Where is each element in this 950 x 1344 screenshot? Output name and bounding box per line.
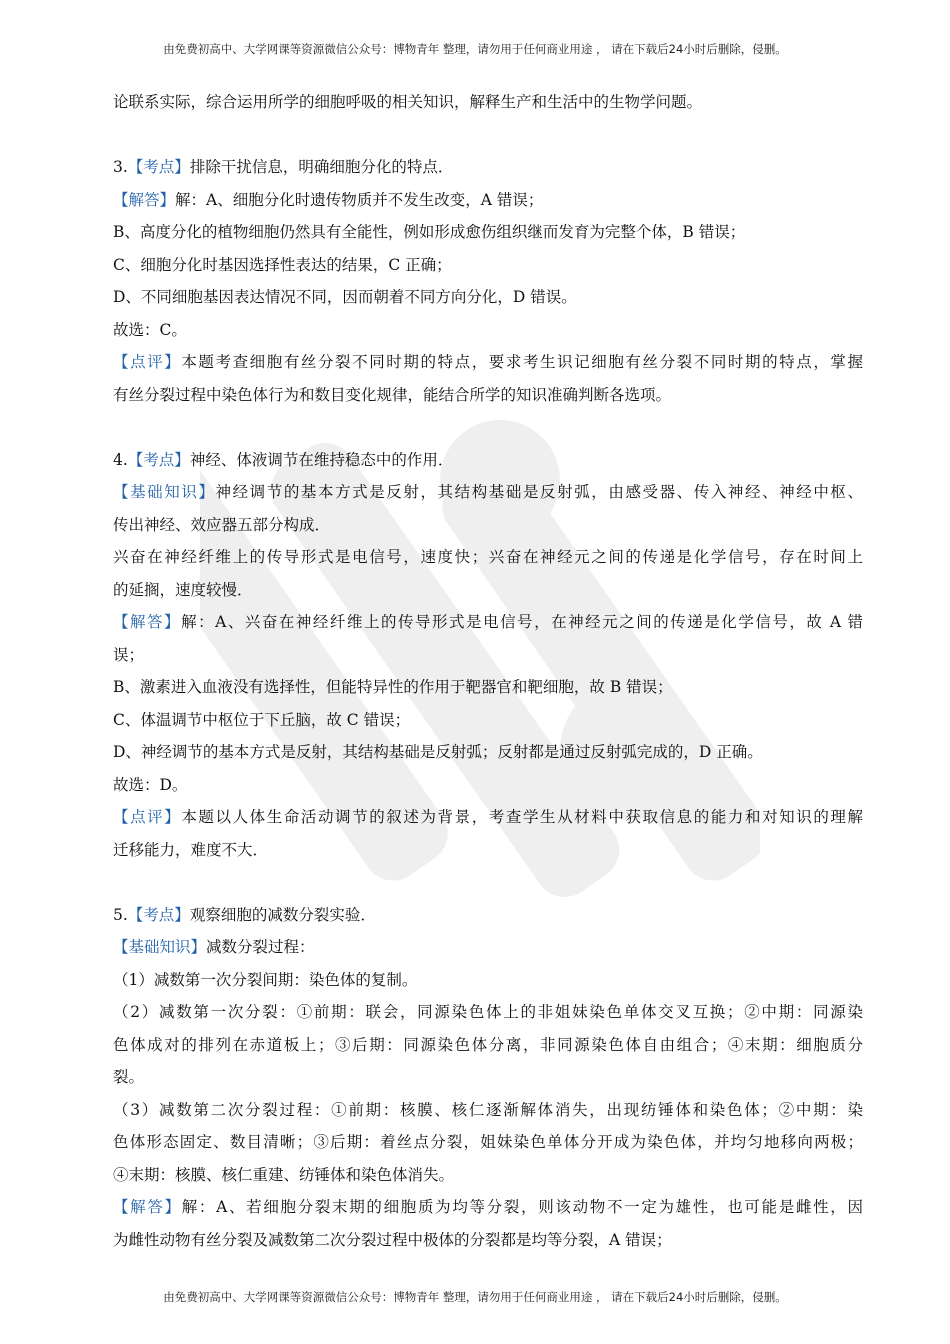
q3-dianping-text-1: 本题考查细胞有丝分裂不同时期的特点，要求考生识记细胞有丝分裂不同时期的特点，掌握 xyxy=(181,353,863,371)
q4-jichu-tag: 【基础知识】 xyxy=(113,483,216,501)
q4-option-b: B、激素进入血液没有选择性，但能特异性的作用于靶器官和靶细胞，故 B 错误； xyxy=(113,678,673,696)
document-body xyxy=(113,86,863,1256)
q3-option-d: D、不同细胞基因表达情况不同，因而朝着不同方向分化，D 错误。 xyxy=(113,288,577,306)
q4-option-c: C、体温调节中枢位于下丘脑，故 C 错误； xyxy=(113,710,411,729)
q5-jieda-tag: 【解答】 xyxy=(113,1198,182,1216)
q4-kaodian-tag: 【考点】 xyxy=(127,450,190,469)
q5-step-1: （1）减数第一次分裂间期：染色体的复制。 xyxy=(113,970,418,989)
q3-answer: 故选：C。 xyxy=(113,320,187,339)
q4-answer: 故选：D。 xyxy=(113,775,188,794)
q5-jichu-text: 减数分裂过程： xyxy=(206,938,315,956)
q4-jichu-line-4: 的延搁，速度较慢． xyxy=(113,580,253,599)
q4-jieda-tag: 【解答】 xyxy=(113,613,182,631)
q5-jichu xyxy=(113,931,863,964)
q4-jieda-text-1: 解：A、兴奋在神经纤维上的传导形式是电信号，在神经元之间的传递是化学信号，故 A 错 xyxy=(181,613,863,631)
q4-dianping-text-1: 本题以人体生命活动调节的叙述为背景，考查学生从材料中获取信息的能力和对知识的理解 xyxy=(181,808,863,826)
q5-kaodian-text: 观察细胞的减数分裂实验． xyxy=(189,905,376,924)
q3-option-b: B、高度分化的植物细胞仍然具有全能性，例如形成愈伤组织继而发育为完整个体，B 错误； xyxy=(113,223,746,241)
q3-jieda xyxy=(113,184,863,217)
q5-step-2-line-1: （2）减数第一次分裂：①前期：联会，同源染色体上的非姐妹染色单体交叉互换；②中期：同源染 xyxy=(113,1003,863,1021)
q3-dianping-tag: 【点评】 xyxy=(113,353,182,371)
q5-step-2-line-2: 色体成对的排列在赤道板上；③后期：同源染色体分离，非同源染色体自由组合；④末期：细胞质分 xyxy=(113,1035,863,1054)
q5-step-2-line-3: 裂。 xyxy=(113,1068,145,1086)
q3-kaodian-text: 排除干扰信息，明确细胞分化的特点． xyxy=(189,158,454,176)
q5-number: 5. xyxy=(113,905,128,924)
q4-jichu-text-1: 神经调节的基本方式是反射，其结构基础是反射弧，由感受器、传入神经、神经中枢、 xyxy=(215,483,863,501)
q4-jieda-line-2: 误； xyxy=(113,645,145,664)
q4-kaodian xyxy=(113,444,863,477)
q4-dianping-cont: 迁移能力，难度不大． xyxy=(113,840,269,859)
q3-number: 3. xyxy=(113,158,128,176)
q4-jieda xyxy=(113,606,863,639)
q4-jichu-line-2: 传出神经、效应器五部分构成． xyxy=(113,515,331,534)
q4-dianping xyxy=(113,801,863,834)
page-header: 由免费初高中、大学网课等资源微信公众号：博物青年 整理，请勿用于任何商业用途 ， 请在下载后24小时后删除，侵删。 xyxy=(163,42,787,56)
q5-step-3-line-2: 色体形态固定、数目清晰；③后期：着丝点分裂，姐妹染色单体分开成为染色体，并均匀地移向两极； xyxy=(113,1133,863,1151)
page-footer: 由免费初高中、大学网课等资源微信公众号：博物青年 整理，请勿用于任何商业用途 ， 请在下载后24小时后删除，侵删。 xyxy=(163,1290,787,1304)
q5-step-3-line-3: ④末期：核膜、核仁重建、纺锤体和染色体消失。 xyxy=(113,1165,455,1184)
q3-kaodian xyxy=(113,151,863,184)
q5-jieda xyxy=(113,1191,863,1224)
intro-line: 论联系实际，综合运用所学的细胞呼吸的相关知识，解释生产和生活中的生物学问题。 xyxy=(113,93,703,111)
q4-jichu-line-3: 兴奋在神经纤维上的传导形式是电信号，速度快；兴奋在神经元之间的传递是化学信号，存在时间上 xyxy=(113,548,863,566)
q4-number: 4. xyxy=(113,450,128,469)
q3-jieda-tag: 【解答】 xyxy=(113,190,176,209)
q5-kaodian-tag: 【考点】 xyxy=(127,905,190,924)
q4-jichu xyxy=(113,476,863,509)
q3-dianping xyxy=(113,346,863,379)
q5-step-3-line-1: （3）减数第二次分裂过程：①前期：核膜、核仁逐渐解体消失，出现纺锤体和染色体；②中期：染 xyxy=(113,1100,863,1119)
q5-kaodian xyxy=(113,899,863,932)
q3-option-c: C、细胞分化时基因选择性表达的结果，C 正确； xyxy=(113,255,452,274)
q3-jieda-text: 解：A、细胞分化时遗传物质并不发生改变，A 错误； xyxy=(175,190,544,209)
q3-dianping-cont: 有丝分裂过程中染色体行为和数目变化规律，能结合所学的知识准确判断各选项。 xyxy=(113,385,672,404)
q5-jieda-line-2: 为雌性动物有丝分裂及减数第二次分裂过程中极体的分裂都是均等分裂，A 错误； xyxy=(113,1230,672,1249)
q4-dianping-tag: 【点评】 xyxy=(113,808,182,826)
q5-jieda-text-1: 解：A、若细胞分裂末期的细胞质为均等分裂，则该动物不一定为雄性，也可能是雌性，因 xyxy=(181,1198,863,1216)
q5-jichu-tag: 【基础知识】 xyxy=(113,938,207,956)
q4-option-d: D、神经调节的基本方式是反射，其结构基础是反射弧；反射都是通过反射弧完成的，D 正确。 xyxy=(113,743,763,761)
q4-kaodian-text: 神经、体液调节在维持稳态中的作用． xyxy=(189,450,454,469)
q3-kaodian-tag: 【考点】 xyxy=(127,158,190,176)
